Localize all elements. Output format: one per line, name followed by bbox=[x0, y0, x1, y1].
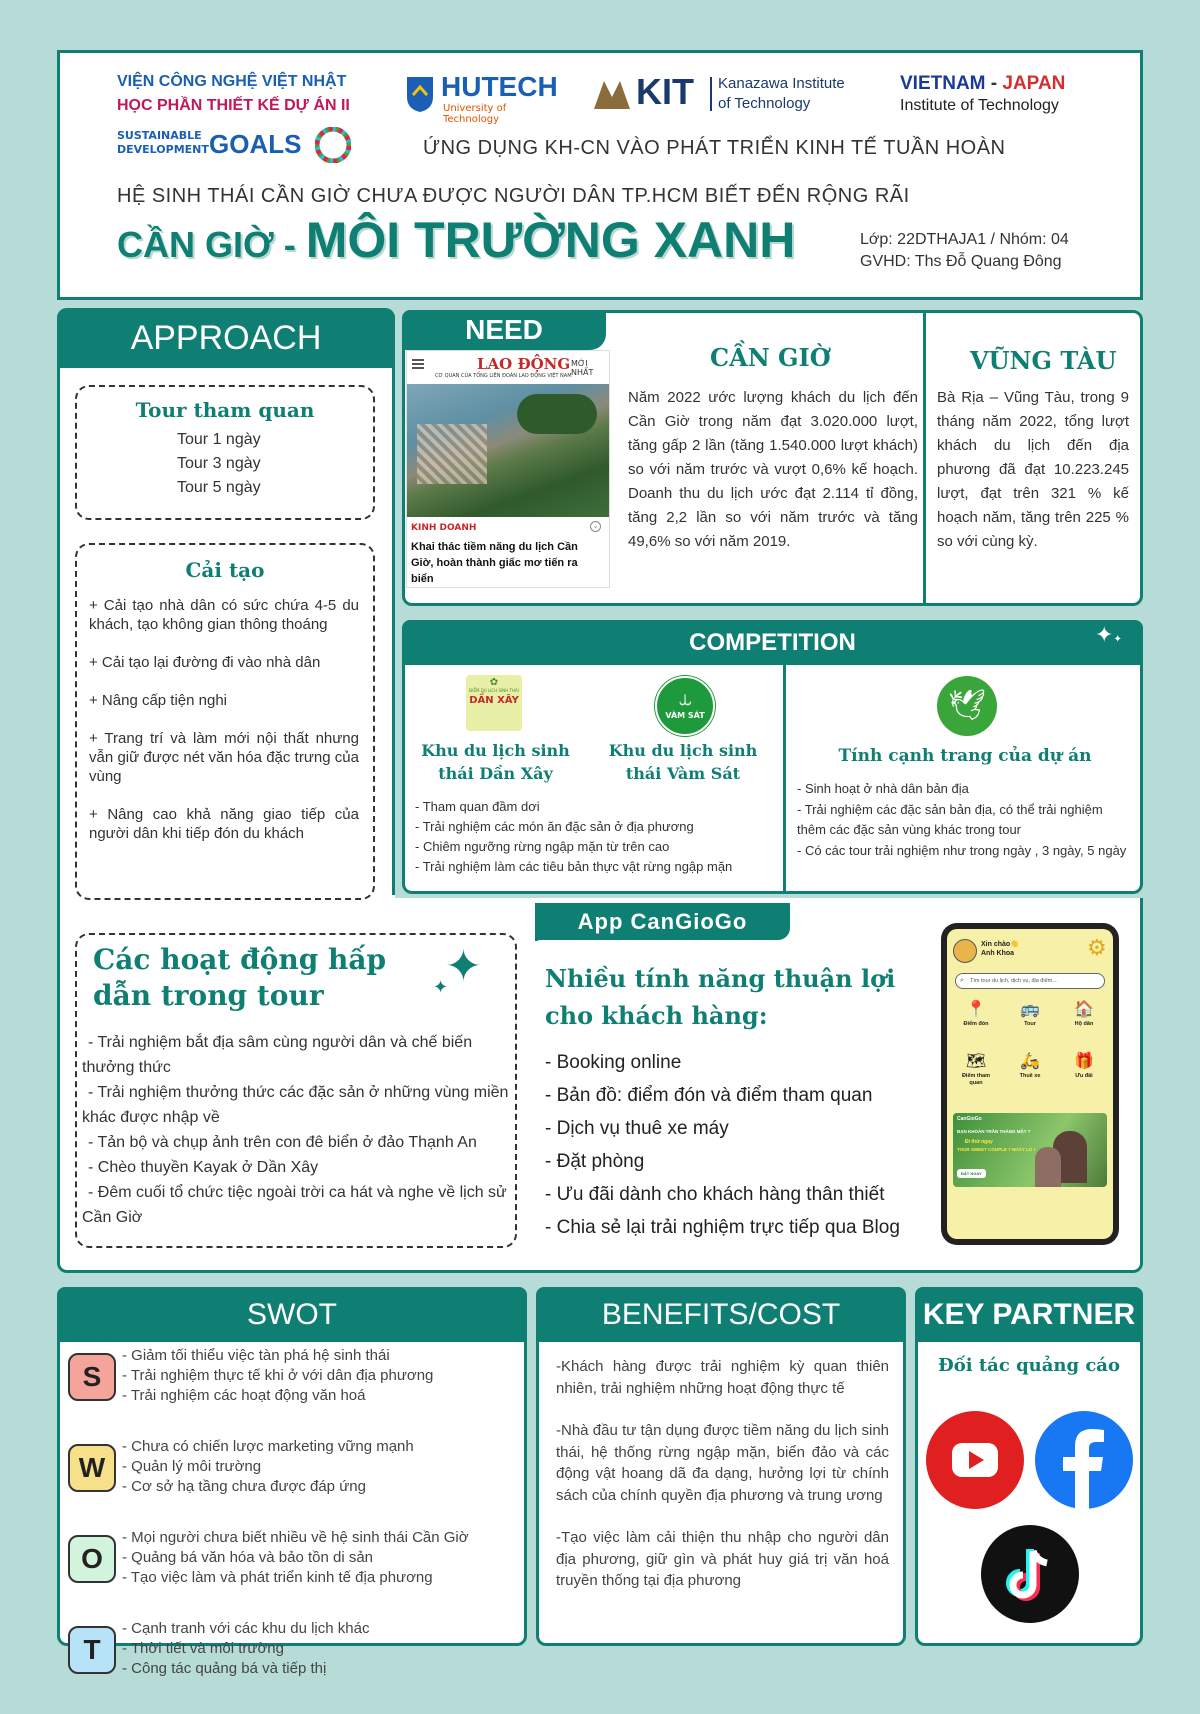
shortcut-label: Hộ dân bbox=[1074, 1021, 1094, 1027]
news-logo: LAO ĐỘNG bbox=[477, 355, 571, 373]
vjit-logo: VIETNAM - JAPAN Institute of Technology bbox=[900, 73, 1066, 114]
app-feature: - Đặt phòng bbox=[545, 1151, 645, 1172]
swot-line: - Cạnh tranh với các khu du lịch khác bbox=[122, 1620, 370, 1637]
tour-option[interactable]: Tour 5 ngày bbox=[177, 479, 261, 496]
cangio-text: Năm 2022 ước lượng khách du lịch đến Cần Giờ trong năm đạt 3.020.000 lượt, tăng gấp 2 lần (tăng 1.540.000 lượt khách) so với năm trước và vượt 0,6% kế hoạch. Doanh thu du lịch ước đạt 2.114 tỉ đồng, tăng 2,2 lần so với năm trước và tăng 49,6% so với năm 2019. bbox=[628, 389, 918, 550]
danxay-logo: ✿ ĐIỂM DU LỊCH SINH THÁI DẦN XÂY bbox=[466, 675, 522, 731]
competitor-feature: - Trải nghiệm các món ăn đặc sản ở địa phương bbox=[415, 819, 694, 834]
facebook-icon[interactable] bbox=[1035, 1411, 1133, 1509]
partner-title: KEY PARTNER bbox=[915, 1287, 1143, 1342]
renovate-item: + Cải tạo lại đường đi vào nhà dân bbox=[89, 654, 321, 671]
swot-letter-o: O bbox=[68, 1535, 116, 1583]
swot-line: - Trải nghiệm các hoạt động văn hoá bbox=[122, 1387, 366, 1404]
app-shortcut[interactable] bbox=[1005, 999, 1055, 1028]
search-icon: ⌕ bbox=[960, 977, 964, 984]
shortcut-label: Điểm tham quan bbox=[961, 1073, 991, 1086]
benefit-paragraph: -Tạo việc làm cải thiện thu nhập cho người dân địa phương, giữ gìn và phát huy giá trị văn hoá truyền thống tại địa phương bbox=[556, 1529, 889, 1589]
competition-panel bbox=[402, 620, 1143, 894]
need-panel bbox=[402, 310, 1143, 606]
hutech-logo: HUTECH University of Technology bbox=[405, 71, 565, 121]
benefit-paragraph: -Nhà đầu tư tận dụng được tiềm năng du lịch sinh thái, hệ thống rừng ngập mặn, biển đảo và các động vật hoang dã đa dạng, hưởng lợi từ chính sách của chính quyền địa phương và trung ương bbox=[556, 1422, 889, 1504]
competitor-feature: - Chiêm ngưỡng rừng ngập mặn từ trên cao bbox=[415, 839, 670, 854]
shortcut-label: Thuê xe bbox=[1019, 1073, 1041, 1079]
activities-box: Các hoạt động hấp dẫn trong tour ✦ ✦ - Trải nghiệm bắt địa sâm cùng người dân và chế biến thưởng thức - Trải nghiệm thưởng thức các đặc sản ở những vùng miền khác được nhập về - Tản bộ và chụp ảnh trên con đê biển ở đảo Thạnh An - Chèo thuyền Kayak ở Dần Xây - Đêm cuối tổ chức tiệc ngoài trời ca hát và nghe về lịch sử Cần Giờ bbox=[75, 933, 517, 1248]
chevron-down-icon[interactable]: ⌄ bbox=[590, 521, 601, 532]
header-panel bbox=[57, 50, 1143, 300]
swot-line: - Quản lý môi trường bbox=[122, 1458, 262, 1475]
promo-banner[interactable]: CanGioGo BẠN KHOẢN TRẦN THÁNG MẬT ? Đi thử ngay TOUR SWEET COUPLE 7 NGÀY LO ! ĐẶT NGAY bbox=[953, 1113, 1107, 1187]
renovate-item: + Cải tạo nhà dân có sức chứa 4-5 du khách, tạo không gian thông thoáng bbox=[89, 597, 359, 633]
activity-item: - Tản bộ và chụp ảnh trên con đê biển ở đảo Thạnh An bbox=[88, 1134, 477, 1151]
shortcut-label: Tour bbox=[1024, 1021, 1036, 1027]
kit-emblem-icon bbox=[592, 77, 632, 111]
subtitle-problem: HỆ SINH THÁI CẦN GIỜ CHƯA ĐƯỢC NGƯỜI DÂN TP.HCM BIẾT ĐẾN RỘNG RÃI bbox=[117, 185, 910, 207]
app-headline: Nhiều tính năng thuận lợi cho khách hàng: bbox=[545, 964, 896, 1030]
search-input[interactable]: ⌕ Tìm tour du lịch, dịch vụ, địa điểm... bbox=[955, 973, 1105, 989]
avatar[interactable] bbox=[953, 939, 977, 963]
kit-logo: KIT Kanazawa Institute of Technology bbox=[592, 73, 872, 123]
subtitle-economy: ỨNG DỤNG KH-CN VÀO PHÁT TRIỂN KINH TẾ TUẦN HOÀN bbox=[423, 137, 1006, 159]
competitor-feature: - Tham quan đầm dơi bbox=[415, 799, 540, 814]
approach-title: APPROACH bbox=[57, 308, 395, 368]
news-headline[interactable]: Khai thác tiềm năng du lịch Cần Giờ, hoàn thành giấc mơ tiến ra biển bbox=[411, 541, 578, 585]
swot-line: - Mọi người chưa biết nhiều về hệ sinh thái Cần Giờ bbox=[122, 1529, 469, 1546]
edge-feature: - Sinh hoạt ở nhà dân bản địa bbox=[797, 781, 969, 796]
app-shortcut[interactable] bbox=[1059, 1051, 1109, 1080]
competitor-feature: - Trải nghiệm làm các tiêu bản thực vật rừng ngập mặn bbox=[415, 859, 733, 874]
advisor-info: GVHD: Ths Đỗ Quang Đông bbox=[860, 253, 1062, 270]
shortcut-label: Ưu đãi bbox=[1075, 1073, 1093, 1079]
news-latest[interactable]: MỚI NHẤT bbox=[571, 359, 594, 377]
swot-lines bbox=[122, 1619, 522, 1679]
vamsat-name: Khu du lịch sinh thái Vàm Sát bbox=[608, 741, 758, 783]
shortcut-icon: 📍 bbox=[966, 1001, 986, 1018]
swot-lines bbox=[122, 1528, 522, 1588]
app-shortcut[interactable] bbox=[951, 1051, 1001, 1087]
tour-box bbox=[75, 385, 375, 520]
benefits-title: BENEFITS/COST bbox=[536, 1287, 906, 1342]
swot-letter-s: S bbox=[68, 1353, 116, 1401]
swot-title: SWOT bbox=[57, 1287, 527, 1342]
menu-icon[interactable] bbox=[412, 359, 424, 369]
edge-feature: - Có các tour trải nghiệm như trong ngày , 3 ngày, 5 ngày bbox=[797, 842, 1127, 858]
dove-icon: 🕊 bbox=[937, 676, 997, 736]
swot-line: - Giảm tối thiểu việc tàn phá hệ sinh thái bbox=[122, 1347, 390, 1364]
competition-title: COMPETITION bbox=[402, 620, 1143, 665]
edge-features bbox=[797, 779, 1132, 861]
sparkle-icon: ✦ bbox=[445, 941, 482, 992]
class-info: Lớp: 22DTHAJA1 / Nhóm: 04 bbox=[860, 231, 1069, 248]
news-card: LAO ĐỘNG MỚI NHẤT CƠ QUAN CỦA TỔNG LIÊN ĐOÀN LAO ĐỘNG VIỆT NAM KINH DOANH ⌄ Khai thác tiềm năng du lịch Cần Giờ, hoàn thành giấc mơ tiến ra biển bbox=[406, 350, 610, 588]
benefit-paragraph: -Khách hàng được trải nghiệm kỳ quan thiên nhiên, trải nghiệm những hoạt động thực tế bbox=[556, 1358, 889, 1397]
sparkle-icon: ✦✦ bbox=[1095, 623, 1122, 648]
swot-line: - Công tác quảng bá và tiếp thị bbox=[122, 1660, 327, 1677]
cangio-title: CẦN GIỜ bbox=[710, 343, 831, 372]
book-now-button[interactable]: ĐẶT NGAY bbox=[957, 1169, 986, 1178]
swot-line: - Trải nghiệm thực tế khi ở với dân địa phương bbox=[122, 1367, 434, 1384]
shortcut-icon: 🎁 bbox=[1074, 1053, 1094, 1070]
renovate-box bbox=[75, 543, 375, 900]
swot-line: - Quảng bá văn hóa và bảo tồn di sản bbox=[122, 1549, 374, 1566]
gear-icon[interactable]: ⚙ bbox=[1087, 935, 1107, 960]
renovate-title: Cải tạo bbox=[185, 558, 265, 582]
app-feature: - Chia sẻ lại trải nghiệm trực tiếp qua Blog bbox=[545, 1217, 900, 1238]
swot-line: - Thời tiết và môi trường bbox=[122, 1640, 284, 1657]
phone-mockup: Xin chào👋 Anh Khoa ⚙ ⌕ Tìm tour du lịch, dịch vụ, địa điểm... 📍 Điểm đón 🚌 Tour 🏠 Hộ dân 🗺 Điểm tham quan 🛵 Thuê xe 🎁 Ưu đãi CanGioGo BẠN KHOẢN TRẦN THÁNG MẬT ? Đi thử ngay TOUR SWEET COUPLE 7 NGÀY LO ! ĐẶT NGAY bbox=[941, 923, 1119, 1245]
vungtau-title: VŨNG TÀU bbox=[970, 346, 1117, 375]
swot-panel bbox=[57, 1287, 527, 1677]
swot-line: - Chưa có chiến lược marketing vững mạnh bbox=[122, 1438, 414, 1455]
institute-name: VIỆN CÔNG NGHỆ VIỆT NHẬT bbox=[117, 73, 347, 90]
swot-line: - Tạo việc làm và phát triển kinh tế địa phương bbox=[122, 1569, 433, 1586]
tour-option[interactable]: Tour 3 ngày bbox=[177, 455, 261, 472]
shortcut-icon: 🚌 bbox=[1020, 1001, 1040, 1018]
renovate-item: + Trang trí và làm mới nội thất nhưng vẫn giữ được nét văn hóa đặc trưng của vùng bbox=[89, 730, 359, 785]
activity-item: - Đêm cuối tổ chức tiệc ngoài trời ca hát và nghe về lịch sử Cần Giờ bbox=[82, 1184, 507, 1226]
swot-line: - Cơ sở hạ tầng chưa được đáp ứng bbox=[122, 1478, 366, 1495]
swot-lines bbox=[122, 1437, 522, 1497]
app-feature: - Bản đồ: điểm đón và điểm tham quan bbox=[545, 1085, 873, 1106]
app-shortcut[interactable] bbox=[1005, 1051, 1055, 1080]
swot-lines bbox=[122, 1346, 522, 1406]
benefits-panel bbox=[536, 1287, 906, 1646]
app-shortcut[interactable] bbox=[1059, 999, 1109, 1028]
tiktok-icon[interactable] bbox=[981, 1525, 1079, 1623]
course-name: HỌC PHẦN THIẾT KẾ DỰ ÁN II bbox=[117, 97, 350, 114]
app-feature: - Dịch vụ thuê xe máy bbox=[545, 1118, 729, 1139]
need-title: NEED bbox=[402, 310, 606, 350]
app-feature: - Booking online bbox=[545, 1052, 682, 1073]
partner-subtitle: Đối tác quảng cáo bbox=[938, 1355, 1120, 1376]
vungtau-text: Bà Rịa – Vũng Tàu, trong 9 tháng năm 2022, tổng lượt khách du lịch đến địa phương đã đạt 10.223.245 lượt, đạt trên 321 % kế hoạch năm, tăng trên 225 % so với cùng kỳ. bbox=[937, 389, 1129, 550]
page-title: CẦN GIỜ - MÔI TRƯỜNG XANH bbox=[117, 212, 796, 268]
news-category: KINH DOANH bbox=[411, 523, 477, 533]
shortcut-label: Điểm đón bbox=[963, 1021, 989, 1027]
app-title: App CanGioGo bbox=[535, 903, 790, 940]
vamsat-logo: ⥿ VÀM SÁT bbox=[655, 676, 715, 736]
swot-letter-w: W bbox=[68, 1444, 116, 1492]
sdg-wheel-icon bbox=[315, 127, 351, 163]
news-photo bbox=[407, 384, 609, 517]
shortcut-icon: 🗺 bbox=[965, 1053, 987, 1070]
app-shortcut[interactable] bbox=[951, 999, 1001, 1028]
renovate-item: + Nâng cấp tiện nghi bbox=[89, 692, 228, 709]
hutech-shield-icon bbox=[405, 75, 435, 113]
app-features bbox=[545, 1046, 925, 1244]
shortcut-icon: 🛵 bbox=[1020, 1053, 1040, 1070]
tour-option[interactable]: Tour 1 ngày bbox=[177, 431, 261, 448]
shortcut-icon: 🏠 bbox=[1074, 1001, 1094, 1018]
swot-letter-t: T bbox=[68, 1626, 116, 1674]
activity-item: - Chèo thuyền Kayak ở Dần Xây bbox=[88, 1159, 319, 1176]
activity-item: - Trải nghiệm thưởng thức các đặc sản ở những vùng miền khác được nhập về bbox=[82, 1084, 509, 1126]
edge-title: Tính cạnh trang của dự án bbox=[838, 746, 1092, 766]
sdg-logo: SUSTAINABLE DEVELOPMENT GOALS bbox=[117, 127, 357, 163]
renovate-item: + Nâng cao khả năng giao tiếp của người dân khi tiếp đón du khách bbox=[89, 806, 359, 842]
app-feature: - Ưu đãi dành cho khách hàng thân thiết bbox=[545, 1184, 885, 1205]
edge-feature: - Trải nghiệm các đặc sản bản địa, có thể trải nghiệm thêm các đặc sản vùng khác trong tour bbox=[797, 801, 1103, 837]
danxay-name: Khu du lịch sinh thái Dần Xây bbox=[421, 741, 570, 783]
competitor-features bbox=[415, 797, 780, 877]
youtube-icon[interactable] bbox=[926, 1411, 1024, 1509]
partner-panel bbox=[915, 1287, 1143, 1646]
activity-item: - Trải nghiệm bắt địa sâm cùng người dân và chế biến thưởng thức bbox=[82, 1034, 473, 1076]
activities-title: Các hoạt động hấp dẫn trong tour bbox=[93, 943, 387, 1012]
tour-title: Tour tham quan bbox=[135, 398, 315, 422]
